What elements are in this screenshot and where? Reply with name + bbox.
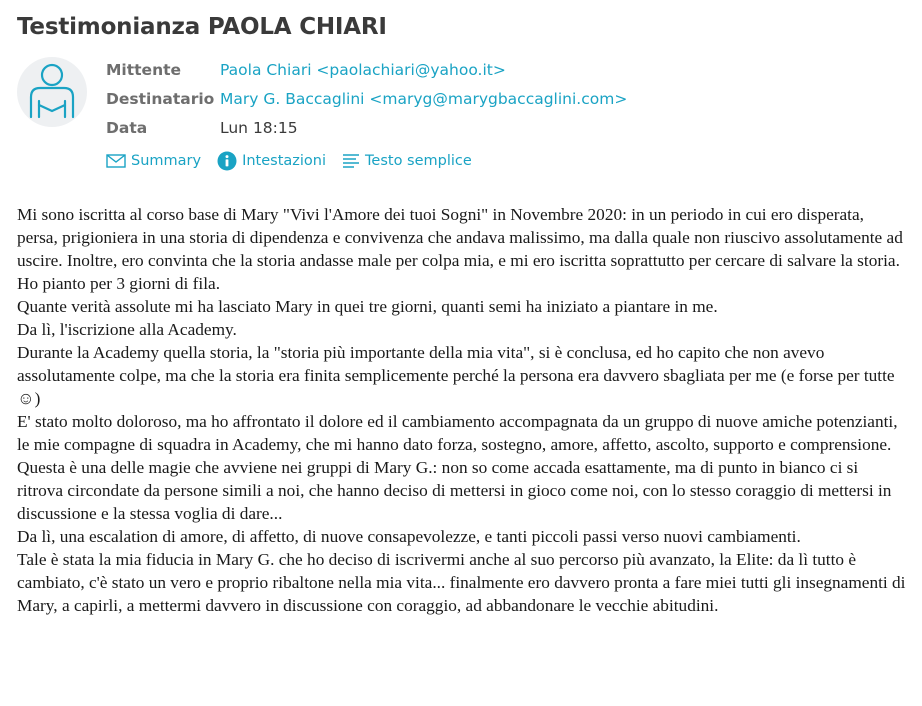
body-paragraph: Questa è una delle magie che avviene nei gruppi di Mary G.: non so come accada esattamente, ma di punto in bianco ci si ritrova circondate da persone simili a noi, che hanno deciso di mettersi in gioco come noi, con lo stesso coraggio di mettersi in discussione e la stessa voglia di dare... bbox=[17, 458, 892, 523]
from-label: Mittente bbox=[106, 61, 182, 79]
headers-link[interactable] bbox=[217, 151, 326, 171]
from-value[interactable]: Paola Chiari <paolachiari@yahoo.it> bbox=[220, 61, 506, 79]
body-paragraph: Mi sono iscritta al corso base di Mary "Vivi l'Amore dei tuoi Sogni" in Novembre 2020: in un periodo in cui ero disperata, persa, prigioniera in una storia di dipendenza e convivenza che andava malissimo, ma dalla quale non riuscivo assolutamente ad uscire. Inoltre, ero convinta che la storia andasse male per colpa mia, e mi ero iscritta soprattutto per cercare di salvare la storia. bbox=[17, 205, 903, 270]
message-body bbox=[17, 203, 907, 617]
plain-text-label: Testo semplice bbox=[365, 153, 472, 169]
summary-link[interactable] bbox=[106, 153, 201, 169]
plain-text-link[interactable] bbox=[342, 152, 472, 170]
message-view-actions bbox=[106, 151, 488, 171]
body-paragraph: Tale è stata la mia fiducia in Mary G. che ho deciso di iscrivermi anche al suo percorso più avanzato, la Elite: da lì tutto è cambiato, c'è stato un vero e proprio ribaltone nella mia vita... finalmente ero davvero pronta a fare miei tutti gli insegnamenti di Mary, a capirli, a mettermi davvero in discussione con coraggio, ad abbandonare le vecchie abitudini. bbox=[17, 550, 906, 615]
summary-label: Summary bbox=[131, 153, 202, 169]
date-value: Lun 18:15 bbox=[220, 119, 298, 137]
sender-avatar bbox=[17, 57, 87, 127]
to-label: Destinatario bbox=[106, 90, 215, 108]
person-icon bbox=[17, 57, 87, 127]
body-paragraph: Da lì, una escalation di amore, di affetto, di nuove consapevolezze, e tanti piccoli passi verso nuovi cambiamenti. bbox=[17, 527, 801, 546]
body-paragraph: Durante la Academy quella storia, la "storia più importante della mia vita", si è conclusa, ed ho capito che non avevo assolutamente colpe, ma che la storia era finita semplicemente perché la persona era davvero sbagliata per me (e forse per tutte ☺) bbox=[17, 343, 895, 408]
text-lines-icon bbox=[342, 152, 360, 170]
body-paragraph: Ho pianto per 3 giorni di fila. bbox=[17, 274, 221, 293]
envelope-icon bbox=[106, 154, 126, 168]
body-paragraph: E' stato molto doloroso, ma ho affrontato il dolore ed il cambiamento accompagnata da un gruppo di nuove amiche potenzianti, le mie compagne di squadra in Academy, che mi hanno dato forza, sostegno, amore, affetto, ascolto, supporto e comprensione. bbox=[17, 412, 898, 454]
body-paragraph: Da lì, l'iscrizione alla Academy. bbox=[17, 320, 237, 339]
body-paragraph: Quante verità assolute mi ha lasciato Mary in quei tre giorni, quanti semi ha iniziato a piantare in me. bbox=[17, 297, 718, 316]
message-subject: Testimonianza PAOLA CHIARI bbox=[17, 14, 387, 40]
info-icon bbox=[217, 151, 237, 171]
date-label: Data bbox=[106, 119, 148, 137]
headers-label: Intestazioni bbox=[242, 153, 327, 169]
to-value[interactable]: Mary G. Baccaglini <maryg@marygbaccaglini.com> bbox=[220, 90, 628, 108]
